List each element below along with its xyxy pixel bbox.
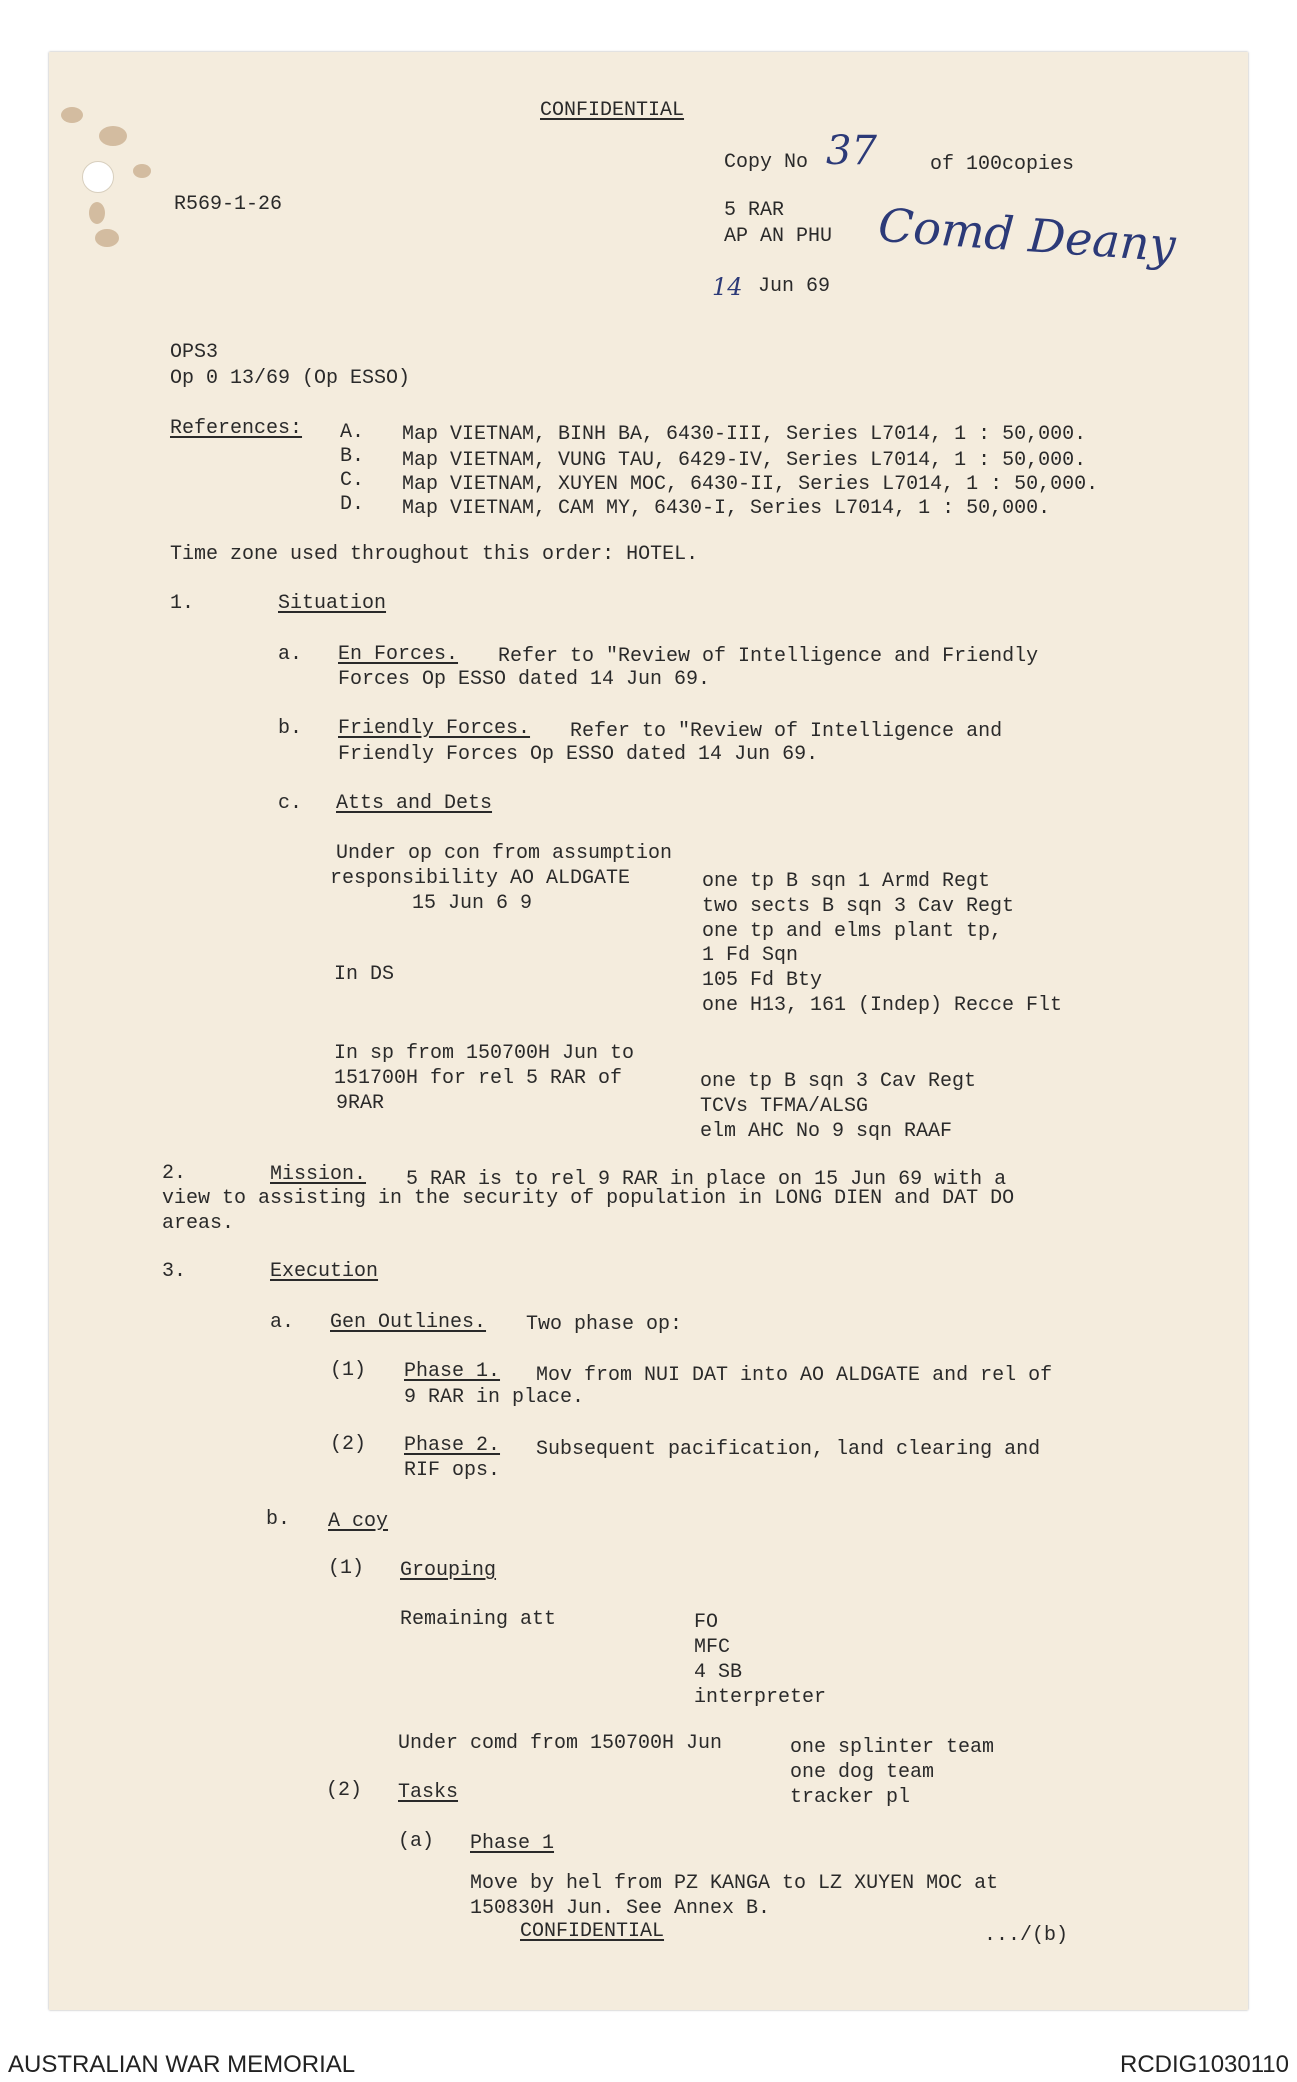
unit-entry: elm AHC No 9 sqn RAAF xyxy=(700,1120,953,1143)
unit-entry: TCVs TFMA/ALSG xyxy=(700,1095,869,1118)
handwritten-note: Comd Deany xyxy=(876,197,1178,273)
classification-top: CONFIDENTIAL xyxy=(540,99,685,122)
stain-mark xyxy=(95,229,119,247)
unit-entry: 105 Fd Bty xyxy=(702,969,823,992)
stain-mark xyxy=(133,164,151,178)
sub-sub-para-number: (a) xyxy=(398,1830,435,1853)
copy-no-label: Copy No xyxy=(724,151,809,174)
date: Jun 69 xyxy=(758,275,831,298)
op-con-label: responsibility AO ALDGATE xyxy=(330,867,631,890)
grouping-title: Grouping xyxy=(400,1559,497,1582)
punch-hole xyxy=(82,161,114,193)
group-entry: MFC xyxy=(694,1636,731,1659)
in-sp-label: In sp from 150700H Jun to xyxy=(334,1042,635,1065)
section-number: 2. xyxy=(162,1162,187,1185)
op-con-label: Under op con from assumption xyxy=(336,842,673,865)
phase-1-text: Mov from NUI DAT into AO ALDGATE and rel of xyxy=(536,1364,1053,1387)
in-sp-label: 9RAR xyxy=(336,1092,385,1115)
copy-no-handwritten: 37 xyxy=(826,128,877,174)
gen-outlines-text: Two phase op: xyxy=(526,1313,683,1336)
unit-entry: two sects B sqn 3 Cav Regt xyxy=(702,895,1015,918)
para-letter: a. xyxy=(270,1311,295,1334)
execution-heading: Execution xyxy=(270,1260,379,1283)
para-letter: c. xyxy=(278,792,303,815)
reference-text: Map VIETNAM, CAM MY, 6430-I, Series L7014, 1 : 50,000. xyxy=(402,497,1051,520)
unit-location: AP AN PHU xyxy=(724,225,833,248)
group-entry: FO xyxy=(694,1611,719,1634)
unit-entry: one tp B sqn 1 Armd Regt xyxy=(702,870,991,893)
references-label: References: xyxy=(170,417,303,440)
stain-mark xyxy=(61,107,83,123)
section-number: 1. xyxy=(170,592,195,615)
tasks-phase-1-text: 150830H Jun. See Annex B. xyxy=(470,1897,771,1920)
in-sp-label: 151700H for rel 5 RAR of xyxy=(334,1067,623,1090)
continuation-marker: .../(b) xyxy=(984,1924,1069,1947)
reference-text: Map VIETNAM, VUNG TAU, 6429-IV, Series L7014, 1 : 50,000. xyxy=(402,449,1087,472)
sub-para-number: (1) xyxy=(330,1359,367,1382)
mission-heading: Mission. xyxy=(270,1163,367,1186)
en-forces-text: Forces Op ESSO dated 14 Jun 69. xyxy=(338,668,711,691)
friendly-forces-text: Refer to "Review of Intelligence and xyxy=(570,720,1003,743)
tasks-phase-1-text: Move by hel from PZ KANGA to LZ XUYEN MOC at xyxy=(470,1872,999,1895)
group-entry: one splinter team xyxy=(790,1736,995,1759)
unit-entry: one tp and elms plant tp, xyxy=(702,920,1003,943)
in-ds-label: In DS xyxy=(334,963,395,986)
group-entry: tracker pl xyxy=(790,1786,911,1809)
group-entry: one dog team xyxy=(790,1761,935,1784)
phase-1-text: 9 RAR in place. xyxy=(404,1386,585,1409)
friendly-forces-title: Friendly Forces. xyxy=(338,717,531,740)
sub-para-number: (2) xyxy=(330,1433,367,1456)
para-letter: a. xyxy=(278,643,303,666)
stain-mark xyxy=(99,126,127,146)
ops-code: OPS3 xyxy=(170,341,219,364)
file-reference: R569-1-26 xyxy=(174,193,283,216)
a-coy-title: A coy xyxy=(328,1510,389,1533)
under-comd-label: Under comd from 150700H Jun xyxy=(398,1732,723,1755)
order-title: Op 0 13/69 (Op ESSO) xyxy=(170,367,411,390)
group-entry: interpreter xyxy=(694,1686,827,1709)
unit-entry: one H13, 161 (Indep) Recce Flt xyxy=(702,994,1063,1017)
phase-2-text: Subsequent pacification, land clearing and xyxy=(536,1438,1041,1461)
reference-letter: B. xyxy=(340,445,365,468)
date-day-handwritten: 14 xyxy=(712,273,743,301)
unit-entry: 1 Fd Sqn xyxy=(702,944,799,967)
friendly-forces-text: Friendly Forces Op ESSO dated 14 Jun 69. xyxy=(338,743,819,766)
tasks-phase-1-title: Phase 1 xyxy=(470,1832,555,1855)
time-zone-note: Time zone used throughout this order: HOTEL. xyxy=(170,543,699,566)
mission-text: areas. xyxy=(162,1212,235,1235)
phase-1-title: Phase 1. xyxy=(404,1360,501,1383)
section-number: 3. xyxy=(162,1260,187,1283)
sub-para-number: (1) xyxy=(328,1557,365,1580)
gen-outlines-title: Gen Outlines. xyxy=(330,1311,487,1334)
para-letter: b. xyxy=(278,717,303,740)
tasks-title: Tasks xyxy=(398,1781,459,1804)
mission-text: 5 RAR is to rel 9 RAR in place on 15 Jun 69 with a xyxy=(406,1168,1007,1191)
atts-dets-title: Atts and Dets xyxy=(336,792,493,815)
group-entry: 4 SB xyxy=(694,1661,743,1684)
reference-letter: A. xyxy=(340,421,365,444)
mission-text: view to assisting in the security of population in LONG DIEN and DAT DO xyxy=(162,1187,1015,1210)
reference-letter: D. xyxy=(340,493,365,516)
en-forces-text: Refer to "Review of Intelligence and Friendly xyxy=(498,645,1039,668)
document-page xyxy=(49,52,1248,2010)
reference-text: Map VIETNAM, BINH BA, 6430-III, Series L7014, 1 : 50,000. xyxy=(402,423,1087,446)
archive-record-id: RCDIG1030110 xyxy=(1120,2051,1289,2078)
phase-2-text: RIF ops. xyxy=(404,1459,501,1482)
reference-text: Map VIETNAM, XUYEN MOC, 6430-II, Series L7014, 1 : 50,000. xyxy=(402,473,1099,496)
unit-entry: one tp B sqn 3 Cav Regt xyxy=(700,1070,977,1093)
reference-letter: C. xyxy=(340,469,365,492)
situation-heading: Situation xyxy=(278,592,387,615)
phase-2-title: Phase 2. xyxy=(404,1434,501,1457)
unit-name: 5 RAR xyxy=(724,199,785,222)
sub-para-number: (2) xyxy=(326,1779,363,1802)
para-letter: b. xyxy=(266,1508,291,1531)
archive-institution: AUSTRALIAN WAR MEMORIAL xyxy=(8,2051,356,2078)
remaining-att-label: Remaining att xyxy=(400,1608,557,1631)
classification-bottom: CONFIDENTIAL xyxy=(520,1920,665,1943)
en-forces-title: En Forces. xyxy=(338,643,459,666)
copy-total: of 100copies xyxy=(930,153,1075,176)
op-con-label: 15 Jun 6 9 xyxy=(412,892,533,915)
stain-mark xyxy=(89,202,105,224)
